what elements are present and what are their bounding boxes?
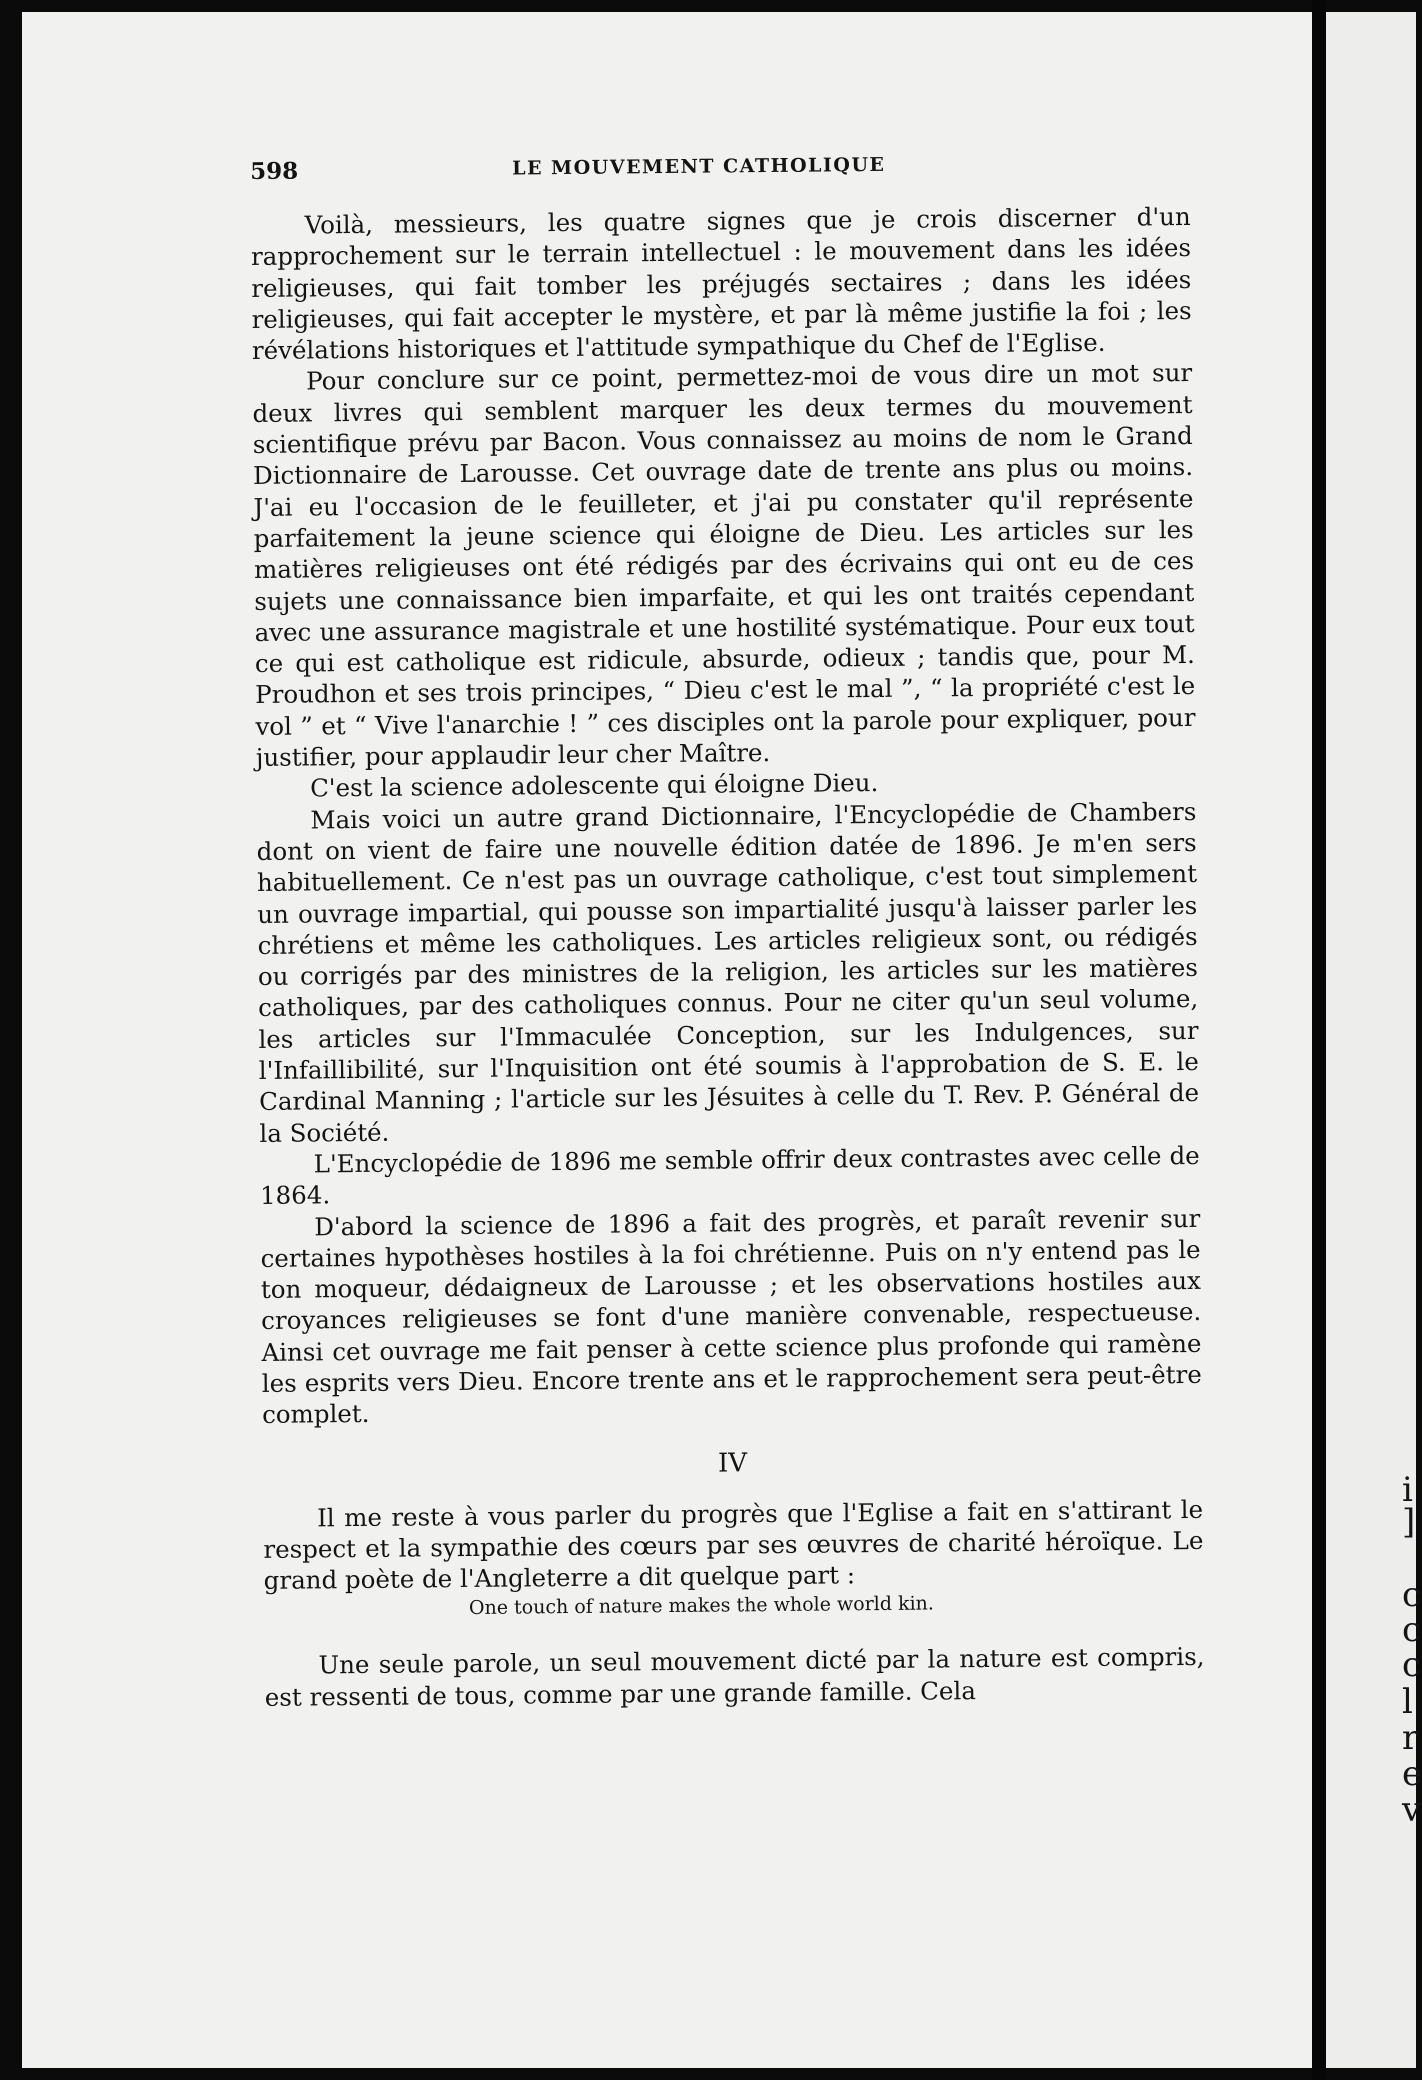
- paragraph-science-1896: D'abord la science de 1896 a fait des progrès, et paraît revenir sur certaines hypothèses hostiles à la foi chrétienne. Puis on n'y entend pas le ton moqueur, dédaigneux de Larousse ; et les observations hostiles aux croyances religieuses se font d'une manière convenable, respectueuse. Ainsi cet ouvrage me fait penser à cette science plus profonde qui ramène les esprits vers Dieu. Encore trente ans et le rapprochement sera peut-être complet.: [260, 1203, 1202, 1430]
- section-heading: IV: [717, 1447, 748, 1479]
- shakespeare-quotation: One touch of nature makes the whole world kin.: [468, 1592, 934, 1620]
- book-page: [22, 12, 1312, 2068]
- facing-page-letter: v: [1402, 1790, 1422, 1830]
- facing-page-letter: e: [1402, 1754, 1422, 1794]
- facing-page-letter: l: [1402, 1682, 1413, 1722]
- paragraph-larousse: Pour conclure sur ce point, permettez-moi de vous dire un mot sur deux livres qui semblent marquer les deux termes du mouvement scientifique prévu par Bacon. Vous connaissez au moins de nom le Grand Dictionnaire de Larousse. Cet ouvrage date de trente ans plus ou moins. J'ai eu l'occasion de le feuilleter, et j'ai pu constater qu'il représente parfaitement la jeune science qui éloigne de Dieu. Les articles sur les matières religieuses ont été rédigés par des écrivains qui ont eu de ces sujets une connaissance bien imparfaite, et qui les ont traités cependant avec une assurance magistrale et une hostilité systématique. Pour eux tout ce qui est catholique est ridicule, absurde, odieux ; tandis que, pour M. Proudhon et ses trois principes, “ Dieu c'est le mal ”, “ la propriété c'est le vol ” et “ Vive l'anarchie ! ” ces disciples ont la parole pour expliquer, pour justifier, pour applaudir leur cher Maître.: [252, 358, 1196, 773]
- paragraph-adolescent-science: C'est la science adolescente qui éloigne Dieu.: [309, 768, 879, 803]
- paragraph-chambers: Mais voici un autre grand Dictionnaire, l'Encyclopédie de Chambers dont on vient de faire une nouvelle édition datée de 1896. Je m'en sers habituellement. Ce n'est pas un ouvrage catholique, c'est tout simplement un ouvrage impartial, qui pousse son impartialité jusqu'à laisser parler les chrétiens et même les catholiques. Les articles religieux sont, ou rédigés ou corrigés par des ministres de la religion, les articles sur les matières catholiques, par des catholiques connus. Pour ne citer qu'un seul volume, les articles sur l'Immaculée Conception, sur les Indulgences, sur l'Infaillibilité, sur l'Inquisition ont été soumis à l'approbation de S. E. le Cardinal Manning ; l'article sur les Jésuites à celle du T. Rev. P. Général de la Société.: [256, 796, 1200, 1148]
- facing-page-letter: c: [1402, 1645, 1422, 1685]
- paragraph-charity: Il me reste à vous parler du progrès que l'Eglise a fait en s'attirant le respect et la sympathie des cœurs par ses œuvres de charité héroïque. Le grand poète de l'Angleterre a dit quelque part :: [263, 1494, 1204, 1596]
- paragraph-final: Une seule parole, un seul mouvement dicté par la nature est compris, est ressenti de tous, comme par une grande famille. Cela: [264, 1642, 1205, 1712]
- facing-page-letter: c: [1402, 1610, 1422, 1650]
- page-text-block: [250, 143, 1205, 1713]
- paragraph-contrasts: L'Encyclopédie de 1896 me semble offrir deux contrastes avec celle de 1864.: [259, 1140, 1200, 1211]
- book-gutter: [1312, 0, 1326, 2080]
- facing-page-letter: r: [1402, 1718, 1419, 1758]
- running-title: LE MOUVEMENT CATHOLIQUE: [512, 153, 886, 180]
- paragraph-four-signs: Voilà, messieurs, les quatre signes que je crois discerner d'un rapprochement sur le terrain intellectuel : le mouvement dans les idées religieuses, qui fait tomber les préjugés sectaires ; dans les idées religieuses, qui fait accepter le mystère, et par là même justifie la foi ; les révélations historiques et l'attitude sympathique du Chef de l'Eglise.: [250, 201, 1192, 366]
- running-head: [250, 143, 1190, 192]
- facing-page-letter: ]: [1402, 1502, 1416, 1542]
- facing-page-letter: i: [1402, 1470, 1413, 1510]
- page-number: 598: [250, 157, 299, 185]
- facing-page-letter: c: [1402, 1575, 1422, 1615]
